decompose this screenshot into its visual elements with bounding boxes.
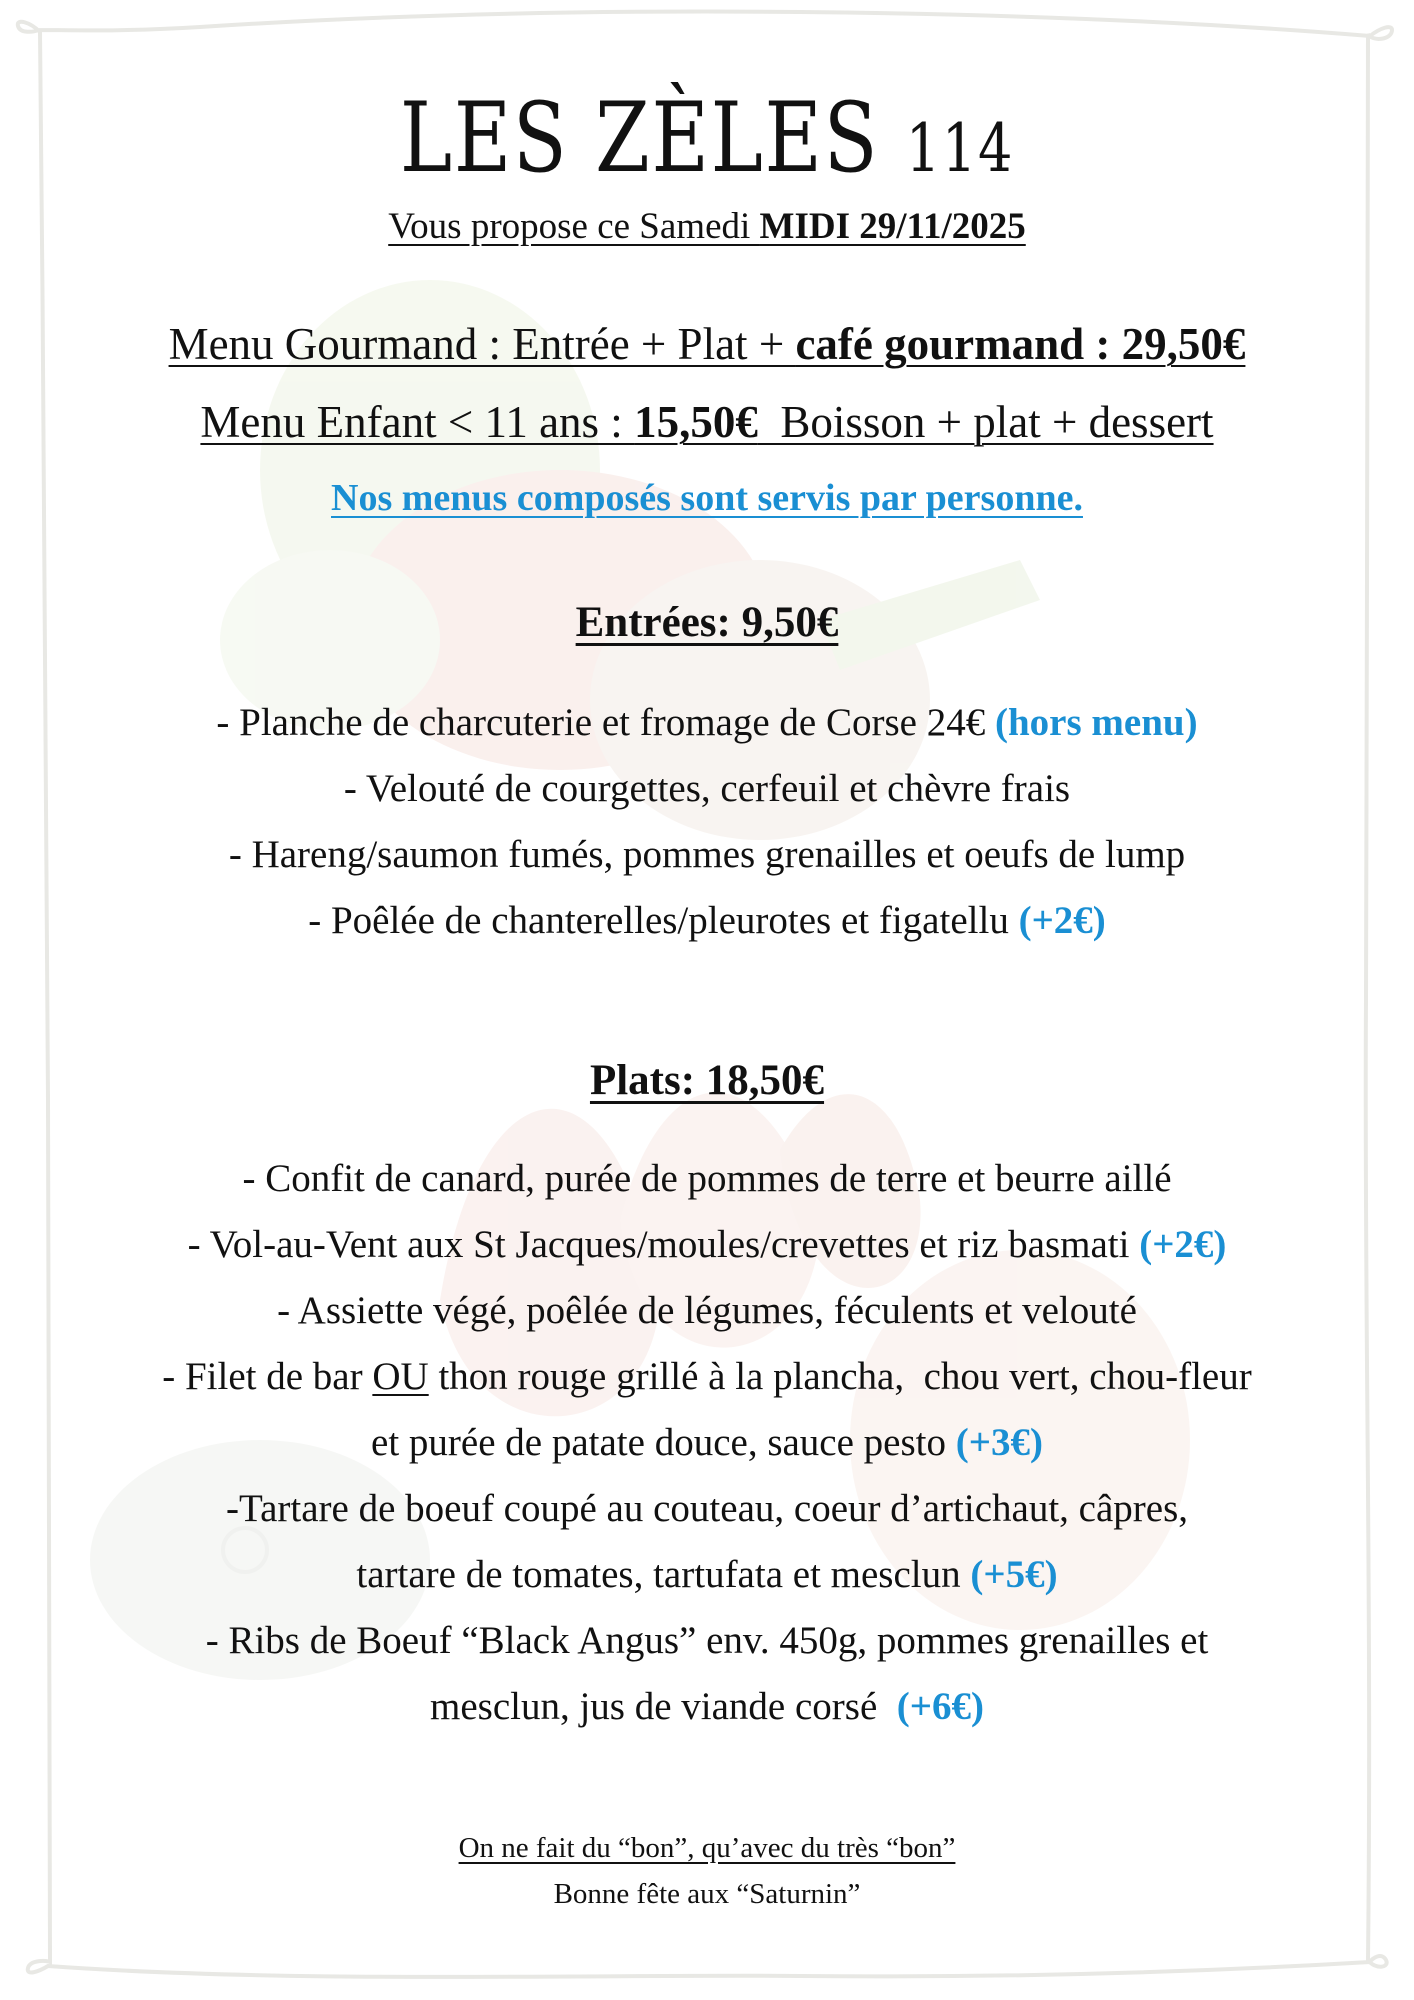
menu-enfant-price: 15,50€: [634, 397, 758, 447]
per-person-notice: Nos menus composés sont servis par personne.: [331, 477, 1083, 519]
plat-item: [0, 1222, 1414, 1267]
hand-drawn-border: [18, 12, 1392, 1977]
menu-gourmand: [0, 318, 1414, 370]
plat-text: - Confit de canard, purée de pommes de terre et beurre aillé: [242, 1157, 1172, 1200]
plat-item: [0, 1156, 1414, 1201]
menu-gourmand-price: café gourmand : 29,50€: [795, 319, 1246, 369]
plat-text: - Vol-au-Vent aux St Jacques/moules/crevettes et riz basmati: [187, 1223, 1140, 1266]
plat-text: mesclun, jus de viande corsé: [430, 1685, 897, 1728]
plat-item: [0, 1552, 1414, 1597]
date-subtitle: [0, 205, 1414, 248]
plat-or-underlined: OU: [372, 1355, 429, 1398]
plat-note: (+6€): [896, 1685, 984, 1728]
plat-text: -Tartare de boeuf coupé au couteau, coeur d’artichaut, câpres,: [226, 1487, 1188, 1530]
entree-note: (hors menu): [994, 701, 1198, 744]
plats-heading: Plats: 18,50€: [589, 1057, 825, 1104]
entree-text: - Velouté de courgettes, cerfeuil et chèvre frais: [343, 767, 1071, 810]
plat-item: [0, 1486, 1414, 1531]
entree-text: - Poêlée de chanterelles/pleurotes et figatellu: [308, 899, 1019, 942]
plat-item: [0, 1354, 1414, 1399]
plat-item: [0, 1420, 1414, 1465]
entree-text: - Hareng/saumon fumés, pommes grenailles et oeufs de lump: [228, 833, 1186, 876]
plat-note: (+3€): [955, 1421, 1043, 1464]
restaurant-title: [127, 82, 1286, 194]
entree-text: - Planche de charcuterie et fromage de Corse 24€: [216, 701, 995, 744]
menu-enfant-contents: Boisson + plat + dessert: [757, 397, 1214, 447]
restaurant-name: LES ZÈLES: [399, 82, 880, 194]
entree-item: [0, 898, 1414, 943]
plat-text: tartare de tomates, tartufata et mesclun: [356, 1553, 971, 1596]
plat-text: et purée de patate douce, sauce pesto: [371, 1421, 956, 1464]
subtitle-text: Vous propose ce Samedi: [388, 206, 760, 247]
entree-item: [0, 700, 1414, 745]
entree-item: [0, 832, 1414, 877]
menu-gourmand-text: Menu Gourmand : Entrée + Plat +: [168, 319, 796, 369]
plat-text: - Assiette végé, poêlée de légumes, féculents et velouté: [277, 1289, 1137, 1332]
entree-note: (+2€): [1018, 899, 1106, 942]
plat-item: [0, 1288, 1414, 1333]
menu-enfant: [0, 396, 1414, 448]
plat-text: - Ribs de Boeuf “Black Angus” env. 450g, pommes grenailles et: [205, 1619, 1209, 1662]
entree-item: [0, 766, 1414, 811]
entrees-heading: Entrées: 9,50€: [575, 599, 839, 646]
plat-text: thon rouge grillé à la plancha, chou vert, chou-fleur: [428, 1355, 1252, 1398]
plat-text: - Filet de bar: [162, 1355, 373, 1398]
plat-item: [0, 1618, 1414, 1663]
footer-motto: On ne fait du “bon”, qu’avec du très “bon”: [458, 1832, 956, 1864]
restaurant-number: 114: [905, 110, 1015, 187]
plat-note: (+2€): [1139, 1223, 1227, 1266]
plat-note: (+5€): [970, 1553, 1058, 1596]
plat-item: [0, 1684, 1414, 1729]
subtitle-date: MIDI 29/11/2025: [759, 206, 1026, 247]
menu-enfant-text: Menu Enfant < 11 ans :: [200, 397, 635, 447]
footer-greeting: Bonne fête aux “Saturnin”: [553, 1878, 861, 1910]
